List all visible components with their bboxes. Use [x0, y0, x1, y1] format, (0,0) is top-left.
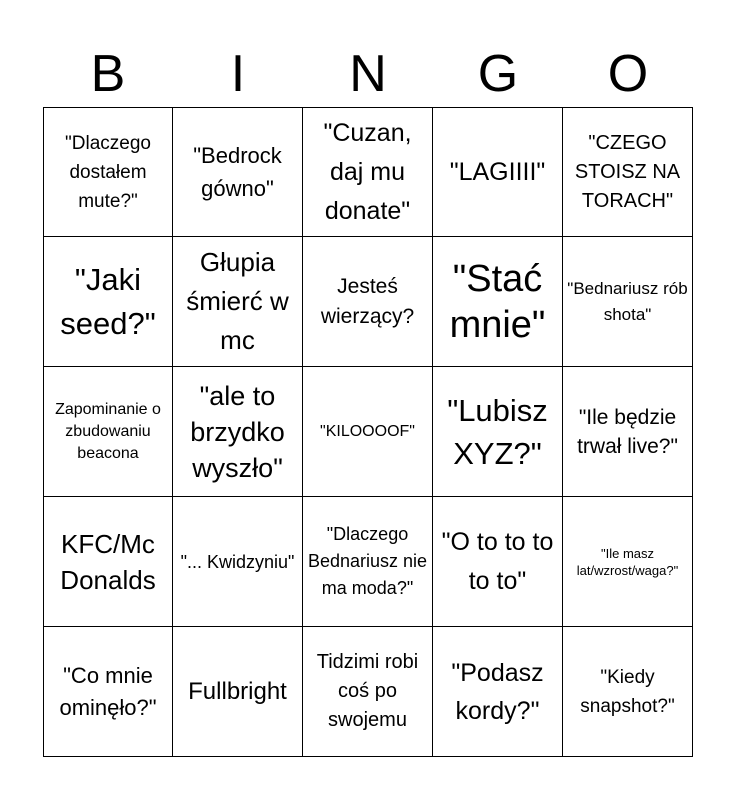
bingo-cell[interactable] [173, 497, 303, 627]
cell-text: "... Kwidzyniu" [180, 551, 295, 572]
bingo-cell[interactable] [173, 237, 303, 367]
bingo-cell[interactable] [173, 108, 303, 237]
bingo-cell[interactable] [433, 108, 563, 237]
cell-text: "ale to brzydko wyszło" [190, 380, 285, 483]
cell-text: "Bedrock gówno" [193, 143, 282, 201]
cell-text: KFC/Mc Donalds [60, 528, 156, 595]
bingo-header [43, 40, 693, 108]
bingo-cell[interactable] [44, 497, 173, 627]
bingo-cell[interactable] [173, 627, 303, 757]
header-letter-g: G [477, 45, 519, 103]
bingo-cell[interactable] [563, 497, 693, 627]
cell-text: "Bednariusz rób shota" [567, 278, 688, 324]
bingo-cell[interactable] [433, 627, 563, 757]
bingo-cell[interactable] [433, 237, 563, 367]
cell-text: "Ile masz lat/wzrost/waga?" [576, 545, 679, 578]
bingo-cell[interactable] [433, 497, 563, 627]
bingo-cell[interactable] [563, 627, 693, 757]
cell-text: Głupia śmierć w mc [186, 247, 289, 355]
cell-text: Zapominanie o zbudowaniu beacona [55, 400, 161, 462]
header-letter-b: B [90, 45, 126, 103]
bingo-cell[interactable] [303, 108, 433, 237]
cell-text: "Co mnie ominęło?" [59, 662, 157, 720]
cell-text: "Dlaczego dostałem mute?" [65, 132, 151, 212]
bingo-cell[interactable] [303, 627, 433, 757]
bingo-cell[interactable] [563, 108, 693, 237]
header-letter-i: I [230, 45, 246, 103]
cell-text: "CZEGO STOISZ NA TORACH" [574, 131, 681, 212]
cell-text: "O to to to to to" [441, 527, 554, 595]
cell-text: "Lubisz XYZ?" [447, 392, 548, 471]
bingo-cell[interactable] [44, 108, 173, 237]
bingo-cell[interactable] [44, 627, 173, 757]
bingo-cell[interactable] [563, 367, 693, 497]
cell-text: Fullbright [188, 678, 287, 705]
cell-text: "Podasz kordy?" [451, 658, 544, 725]
bingo-cell[interactable] [303, 367, 433, 497]
cell-text: "Stać mnie" [449, 257, 546, 346]
header-letter-o: O [607, 45, 649, 103]
bingo-cell[interactable] [44, 367, 173, 497]
cell-text: "Cuzan, daj mu donate" [323, 118, 412, 225]
bingo-grid [43, 107, 693, 757]
bingo-cell[interactable] [563, 237, 693, 367]
cell-text: "Ile będzie trwał live?" [577, 405, 678, 458]
bingo-cell[interactable] [303, 497, 433, 627]
cell-text: Jesteś wierzący? [320, 274, 415, 328]
bingo-cell[interactable] [303, 237, 433, 367]
cell-text: "LAGIIII" [449, 158, 546, 186]
cell-text: Tidzimi robi coś po swojemu [316, 651, 419, 731]
bingo-cell[interactable] [173, 367, 303, 497]
cell-text: "Dlaczego Bednariusz nie ma moda?" [307, 524, 428, 598]
cell-text: "KILOOOOF" [320, 422, 415, 440]
header-letter-n: N [349, 45, 387, 103]
bingo-cell[interactable] [433, 367, 563, 497]
bingo-cell[interactable] [44, 237, 173, 367]
cell-text: "Kiedy snapshot?" [580, 666, 675, 717]
cell-text: "Jaki seed?" [60, 261, 156, 341]
